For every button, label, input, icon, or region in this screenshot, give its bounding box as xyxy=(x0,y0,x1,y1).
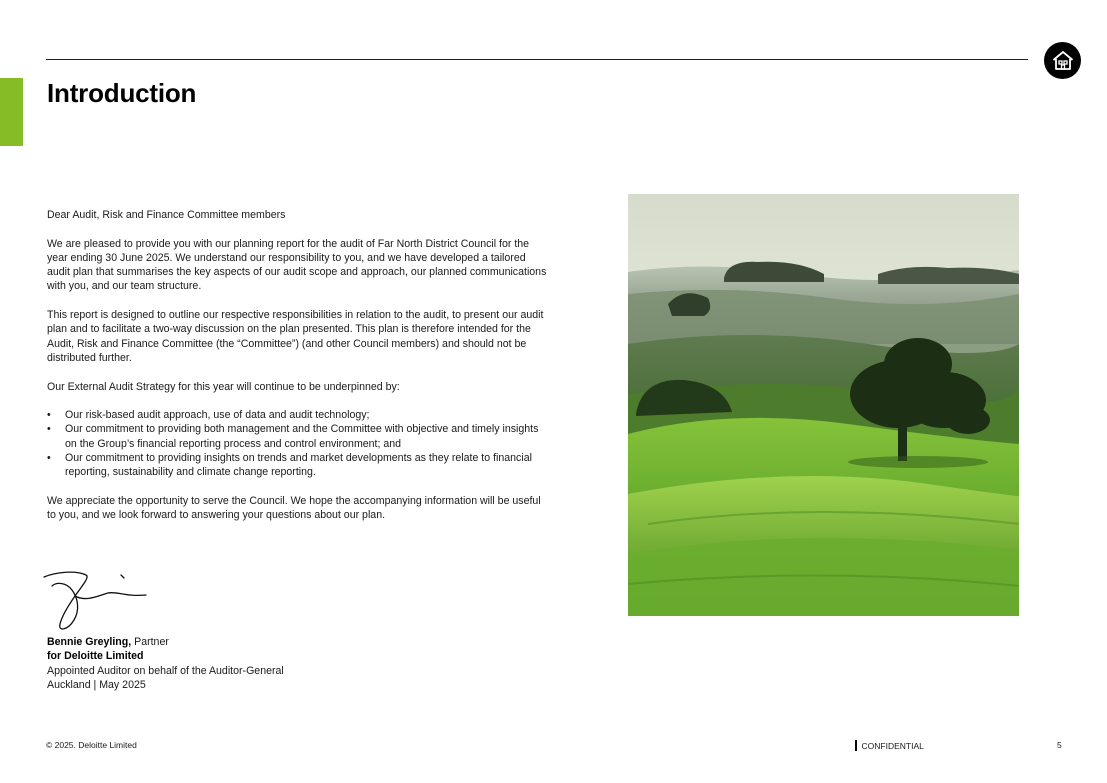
signatory-location-date: Auckland | May 2025 xyxy=(47,678,146,691)
list-item: • Our commitment to providing insights on trends and market developments as they relate to financial reporting, sustainability and climate change reporting. xyxy=(47,451,547,480)
salutation: Dear Audit, Risk and Finance Committee members xyxy=(47,209,286,221)
letter-paragraph: This report is designed to outline our respective responsibilities in relation to the audit, to present our audit plan and to facilitate a two-way discussion on the plan presented. This plan is therefore intended for the Audit, Risk and Finance Committee (the “Committee”) (and other Council members) and should not be distributed further. xyxy=(47,309,544,364)
letter-paragraph: Our External Audit Strategy for this year will continue to be underpinned by: xyxy=(47,380,400,393)
footer-divider xyxy=(855,740,857,751)
header-rule xyxy=(46,59,1028,60)
signatory-appointment: Appointed Auditor on behalf of the Auditor-General xyxy=(47,664,284,677)
letter-paragraph: We appreciate the opportunity to serve the Council. We hope the accompanying information will be useful to you, and we look forward to answering your questions about our plan. xyxy=(47,494,541,522)
signatory-name: Bennie Greyling, xyxy=(47,636,132,648)
classification-label: CONFIDENTIAL xyxy=(861,740,924,751)
page-title: Introduction xyxy=(47,78,197,108)
signature xyxy=(42,566,150,634)
introduction-letter xyxy=(47,208,547,537)
signatory-role: Partner xyxy=(131,636,169,648)
home-button[interactable] xyxy=(1044,42,1081,79)
home-icon xyxy=(1051,49,1075,73)
list-item: • Our risk-based audit approach, use of data and audit technology; xyxy=(47,408,547,422)
section-accent-bar xyxy=(0,78,23,146)
page-number: 5 xyxy=(1057,740,1062,750)
signoff-block xyxy=(47,635,284,692)
footer-classification xyxy=(855,740,924,751)
signatory-line xyxy=(47,635,284,649)
footer-copyright: © 2025. Deloitte Limited xyxy=(46,740,137,750)
list-item: • Our commitment to providing both management and the Committee with objective and timely insights on the Group’s financial reporting process and control environment; and xyxy=(47,422,547,451)
strategy-list xyxy=(47,408,547,479)
letter-paragraph: We are pleased to provide you with our planning report for the audit of Far North District Council for the year ending 30 June 2025. We understand our responsibility to you, and we have developed a tailored audit plan that summarises the key aspects of our audit scope and approach, our planned communications with you, and our team structure. xyxy=(47,237,547,293)
landscape-image xyxy=(628,194,1019,616)
signatory-firm: for Deloitte Limited xyxy=(47,650,144,663)
